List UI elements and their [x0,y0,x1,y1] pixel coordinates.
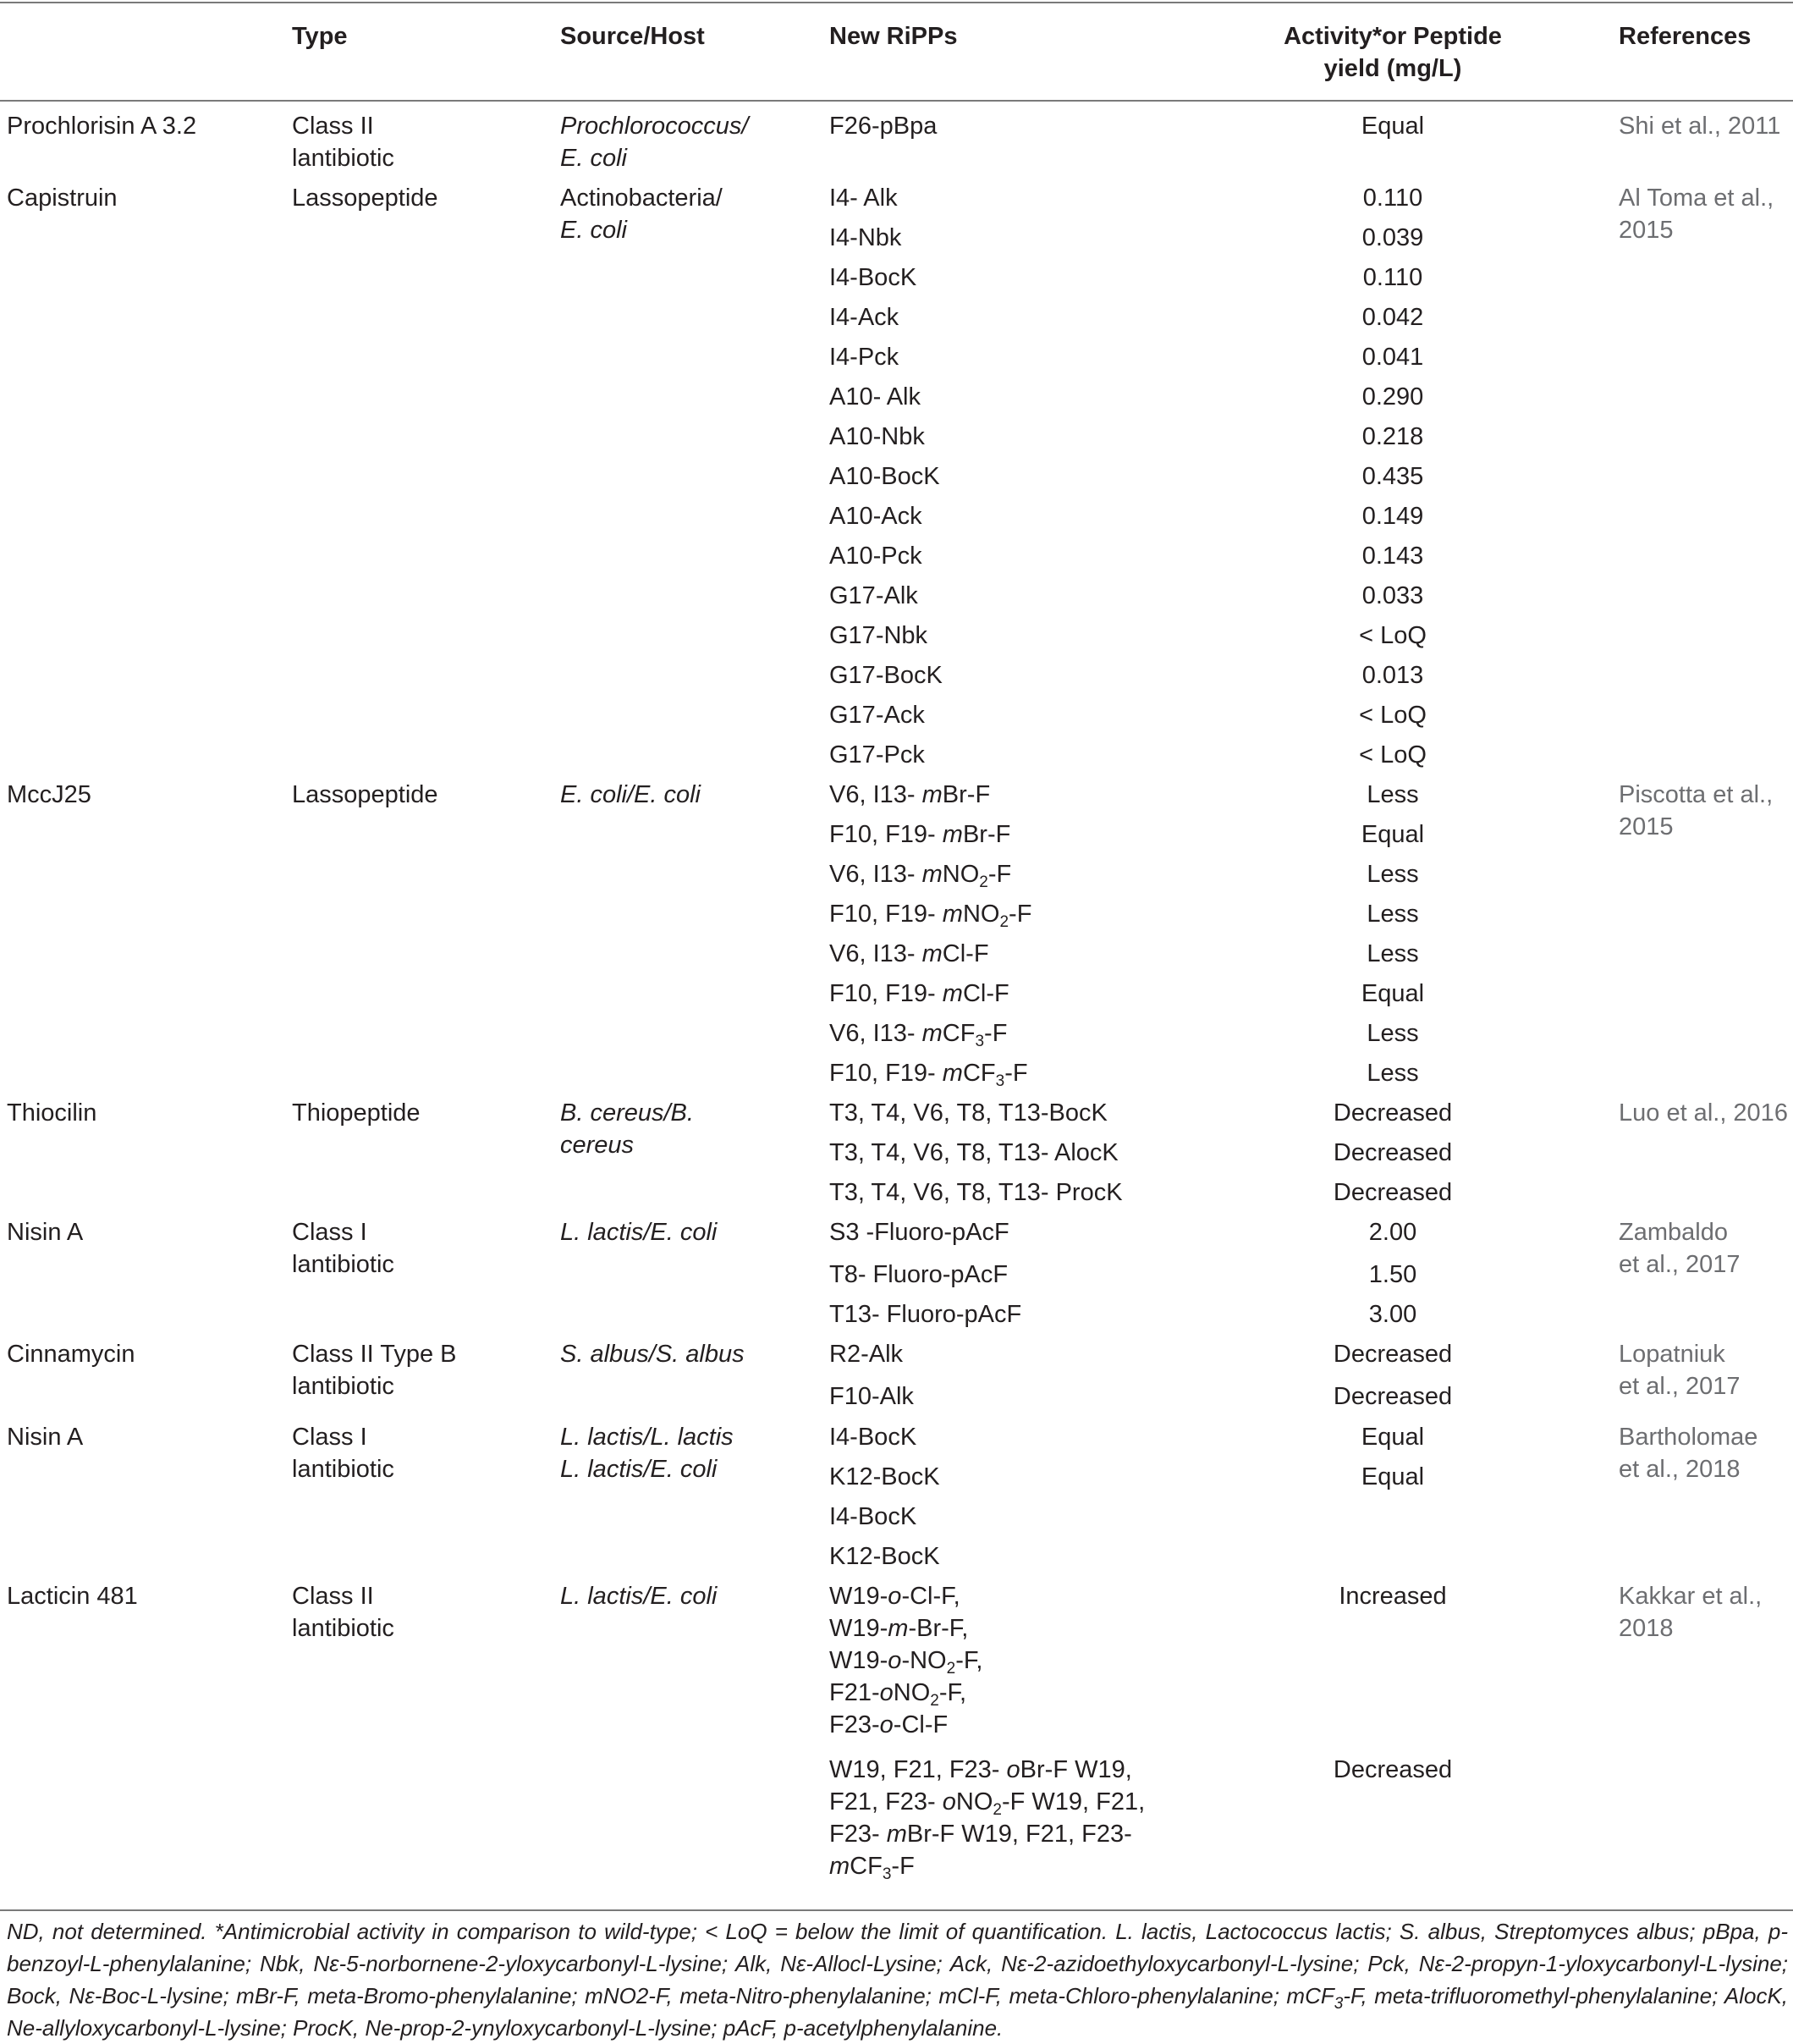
table-cell-new-ripp: T13- Fluoro-pAcF [829,1301,1022,1328]
table-cell-source-host: E. coli [560,217,627,244]
table-footnote: ND, not determined. *Antimicrobial activity in comparison to wild-type; < LoQ = below the limit of quantification. L. lactis, Lactococcus lactis; S. albus, Streptomyces albus; pBpa, p-benzoyl-L-phenylalanine; Nbk, Nε-5-norbornene-2-yloxycarbonyl-L-lysine; Alk, Nε-Allocl-Lysine; Ack, Nε-2-azidoethyloxycarbonyl-L-lysine; Pck, Nε-2-propyn-1-yloxycarbonyl-L-lysine; Bock, Nε-Boc-L-lysine; mBr-F, meta-Bromo-phenylalanine; mNO2-F, meta-Nitro-phenylalanine; mCl-F, meta-Chloro-phenylalanine; mCF$_3$-F, meta-trifluoromethyl-phenylalanine; AlocK, Ne-allyloxycarbonyl-L-lysine; ProcK, Ne-prop-2-ynyloxycarbonyl-L-lysine; pAcF, p-acetylphenylalanine. [7,1919,1789,2041]
table-cell-source-host: L. lactis/L. lactis [560,1424,734,1451]
table-cell-ripp-type: Class I [292,1219,367,1246]
activity-yield-text: 0.143 [1361,543,1424,570]
table-cell-source-host: E. coli/E. coli [560,781,701,808]
table-cell-ripp-type: lantibiotic [292,1373,394,1400]
table-cell-new-ripp: I4-BocK [829,264,917,291]
activity-yield-text: Decreased [1333,1756,1453,1783]
table-cell-new-ripp: W19, F21, F23- oBr-F W19, [829,1756,1132,1783]
table-cell-new-ripp: F21, F23- oNO$_2$-F W19, F21, [829,1788,1146,1819]
activity-yield-text: Less [1367,1060,1419,1087]
table-cell-new-ripp: F23-o-Cl-F [829,1711,949,1738]
table-cell-ripp-type: lantibiotic [292,1456,394,1483]
table-cell-new-ripp: A10-Ack [829,503,922,530]
table-cell-ripp-type: Thiopeptide [292,1099,421,1127]
top-rule [0,2,1793,3]
table-cell-new-ripp: G17-Nbk [829,622,928,649]
activity-yield-text: 0.042 [1361,304,1424,331]
activity-yield-text: Less [1367,940,1419,967]
activity-yield-text: 1.50 [1368,1261,1417,1288]
activity-yield-text: 0.110 [1362,185,1423,212]
header-source-host: Source/Host [560,23,705,50]
table-cell-new-ripp: T3, T4, V6, T8, T13- ProcK [829,1179,1123,1206]
activity-yield-text: Equal [1361,821,1425,848]
table-cell-new-ripp: A10-Nbk [829,423,925,450]
activity-yield-text: Equal [1361,980,1425,1007]
activity-yield-text: 0.033 [1361,582,1424,609]
table-cell-compound-name: Thiocilin [7,1099,97,1127]
table-cell-new-ripp: G17-Ack [829,702,925,729]
table-cell-ripp-type: Lassopeptide [292,781,438,808]
table-cell-new-ripp: F10, F19- mCl-F [829,980,1009,1007]
table-cell-ripp-type: Lassopeptide [292,185,438,212]
table-cell-new-ripp: mCF$_3$-F [829,1853,915,1883]
table-cell-reference: et al., 2018 [1619,1456,1741,1483]
table-cell-new-ripp: F10, F19- mBr-F [829,821,1011,848]
table-cell-new-ripp: G17-BocK [829,662,943,689]
table-cell-reference: et al., 2017 [1619,1373,1741,1400]
table-cell-new-ripp: V6, I13- mCF$_3$-F [829,1020,1008,1050]
activity-yield-text: 0.290 [1361,383,1424,410]
activity-yield-text: Equal [1361,113,1425,140]
table-cell-new-ripp: A10-Pck [829,543,922,570]
table-cell-new-ripp: G17-Pck [829,741,925,769]
activity-yield-text: 0.218 [1361,423,1424,450]
activity-yield-text: 3.00 [1368,1301,1417,1328]
table-cell-source-host: L. lactis/E. coli [560,1583,718,1610]
footer-rule [0,1909,1793,1911]
table-cell-reference: Bartholomae [1619,1424,1758,1451]
table-cell-new-ripp: I4-Nbk [829,224,902,251]
table-cell-source-host: L. lactis/E. coli [560,1219,718,1246]
activity-yield-text: Increased [1339,1583,1447,1610]
table-cell-new-ripp: T3, T4, V6, T8, T13- AlocK [829,1139,1119,1166]
table-cell-reference: Shi et al., 2011 [1619,113,1781,140]
table-cell-source-host: Prochlorococcus/ [560,113,749,140]
table-cell-ripp-type: lantibiotic [292,1615,394,1642]
activity-yield-text: Decreased [1333,1341,1453,1368]
table-cell-new-ripp: I4- Alk [829,185,898,212]
activity-yield-text: 0.039 [1361,224,1424,251]
table-cell-compound-name: Prochlorisin A 3.2 [7,113,197,140]
table-cell-ripp-type: lantibiotic [292,1251,394,1278]
activity-yield-text: Less [1367,901,1419,928]
table-cell-ripp-type: Class II [292,1583,374,1610]
table-cell-new-ripp: I4-Ack [829,304,899,331]
activity-yield-text: Less [1367,781,1419,808]
table-cell-new-ripp: A10-BocK [829,463,940,490]
table-cell-compound-name: Cinnamycin [7,1341,135,1368]
table-cell-source-host: E. coli [560,145,627,172]
table-cell-new-ripp: G17-Alk [829,582,918,609]
header-activity-yield-text: Activity*or Peptide yield (mg/L) [1284,23,1502,82]
activity-yield-text: 0.041 [1361,344,1424,371]
table-cell-new-ripp: F23- mBr-F W19, F21, F23- [829,1821,1132,1848]
activity-yield-text: 0.013 [1361,662,1424,689]
table-cell-reference: 2015 [1619,217,1674,244]
table-cell-reference: et al., 2017 [1619,1251,1741,1278]
table-cell-ripp-type: lantibiotic [292,145,394,172]
activity-yield-text: Decreased [1333,1383,1453,1410]
header-rule [0,100,1793,102]
table-cell-ripp-type: Class II Type B [292,1341,457,1368]
activity-yield-text: Less [1367,1020,1419,1047]
table-cell-new-ripp: V6, I13- mBr-F [829,781,991,808]
table-cell-ripp-type: Class II [292,113,374,140]
activity-yield-text: Equal [1361,1424,1425,1451]
activity-yield-text: 0.435 [1361,463,1424,490]
table-cell-new-ripp: F26-pBpa [829,113,938,140]
table-cell-new-ripp: $W19-o-NO_2-F$, [829,1647,983,1678]
table-cell-reference: Zambaldo [1619,1219,1728,1246]
table-cell-new-ripp: F10-Alk [829,1383,914,1410]
table-cell-new-ripp: T3, T4, V6, T8, T13-BocK [829,1099,1108,1127]
table-cell-reference: Luo et al., 2016 [1619,1099,1788,1127]
table-cell-compound-name: MccJ25 [7,781,91,808]
table-cell-new-ripp: F10, F19- mCF$_3$-F [829,1060,1028,1090]
table-cell-compound-name: Nisin A [7,1219,84,1246]
table-cell-compound-name: Lacticin 481 [7,1583,138,1610]
activity-yield-text: < LoQ [1359,622,1427,649]
activity-yield-text: Less [1367,861,1419,888]
table-cell-new-ripp: F21-oNO$_2$-F, [829,1679,967,1710]
header-new-ripps: New RiPPs [829,23,958,50]
table-cell-reference: 2015 [1619,813,1674,840]
activity-yield-text: 0.110 [1362,264,1423,291]
header-type: Type [292,23,348,50]
activity-yield-text: < LoQ [1359,702,1427,729]
table-cell-reference: 2018 [1619,1615,1674,1642]
header-references: References [1619,23,1752,50]
table-cell-new-ripp: S3 -Fluoro-pAcF [829,1219,1009,1246]
table-cell-new-ripp: T8- Fluoro-pAcF [829,1261,1009,1288]
table-cell-compound-name: Capistruin [7,185,118,212]
table-cell-source-host: B. cereus/B. [560,1099,694,1127]
table-cell-new-ripp: F10, F19- mNO$_2$-F [829,901,1032,931]
table-cell-new-ripp: K12-BocK [829,1463,940,1490]
activity-yield-text: Decreased [1333,1139,1453,1166]
activity-yield-text: Equal [1361,1463,1425,1490]
activity-yield-text: < LoQ [1359,741,1427,769]
table-cell-reference: Al Toma et al., [1619,185,1774,212]
table-cell-new-ripp: R2-Alk [829,1341,904,1368]
activity-yield-text: Decreased [1333,1099,1453,1127]
table-cell-new-ripp: W19-o-Cl-F, [829,1583,960,1610]
activity-yield-text: Decreased [1333,1179,1453,1206]
table-cell-new-ripp: I4-BocK [829,1424,917,1451]
table-cell-new-ripp: V6, I13- mCl-F [829,940,989,967]
table-cell-new-ripp: W19-m-Br-F, [829,1615,969,1642]
table-cell-source-host: cereus [560,1132,635,1159]
table-cell-ripp-type: Class I [292,1424,367,1451]
table-cell-new-ripp: I4-BocK [829,1503,917,1530]
table-cell-new-ripp: V6, I13- mNO$_2$-F [829,861,1012,891]
activity-yield-text: 2.00 [1368,1219,1417,1246]
table-cell-new-ripp: K12-BocK [829,1543,940,1570]
table-cell-source-host: L. lactis/E. coli [560,1456,718,1483]
table-cell-reference: Kakkar et al., [1619,1583,1763,1610]
table-cell-new-ripp: I4-Pck [829,344,899,371]
table-cell-new-ripp: A10- Alk [829,383,921,410]
table-cell-source-host: S. albus/S. albus [560,1341,745,1368]
table-cell-reference: Lopatniuk [1619,1341,1725,1368]
table-cell-reference: Piscotta et al., [1619,781,1774,808]
table-cell-source-host: Actinobacteria/ [560,185,723,212]
table-cell-compound-name: Nisin A [7,1424,84,1451]
activity-yield-text: 0.149 [1361,503,1424,530]
